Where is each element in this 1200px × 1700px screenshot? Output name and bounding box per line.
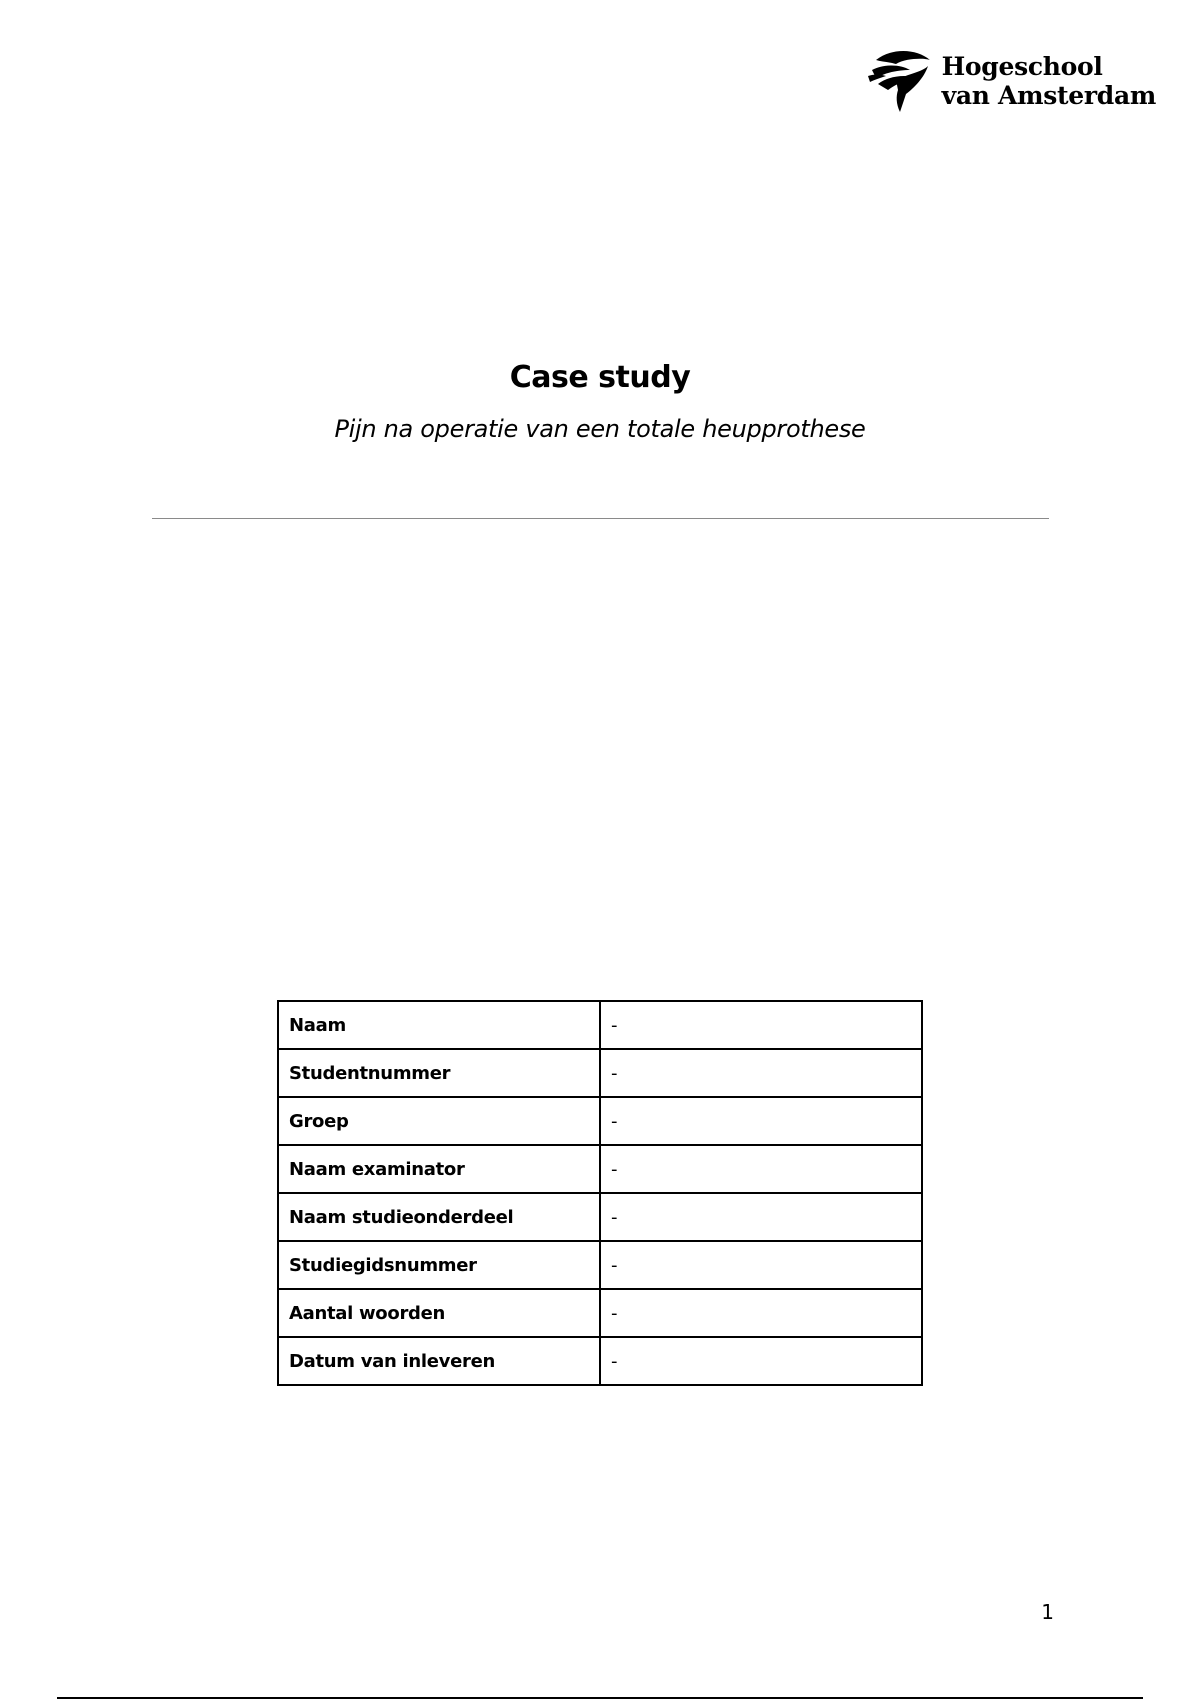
table-row — [278, 1001, 922, 1049]
document-title: Case study — [509, 360, 691, 395]
logo — [866, 50, 1156, 112]
row-value-groep: - — [600, 1097, 922, 1145]
row-label-datum-van-inleveren: Datum van inleveren — [278, 1337, 600, 1385]
row-value-studentnummer: - — [600, 1049, 922, 1097]
table-row — [278, 1289, 922, 1337]
row-label-studentnummer: Studentnummer — [278, 1049, 600, 1097]
row-label-studiegidsnummer: Studiegidsnummer — [278, 1241, 600, 1289]
document-subtitle: Pijn na operatie van een totale heupprothese — [334, 415, 866, 443]
logo-line-2: van Amsterdam — [941, 81, 1156, 110]
row-label-groep: Groep — [278, 1097, 600, 1145]
logo-line-1: Hogeschool — [941, 52, 1103, 81]
row-label-naam-studieonderdeel: Naam studieonderdeel — [278, 1193, 600, 1241]
row-value-naam: - — [600, 1001, 922, 1049]
table-row — [278, 1193, 922, 1241]
row-value-datum-van-inleveren: - — [600, 1337, 922, 1385]
table-row — [278, 1049, 922, 1097]
hva-logo-icon — [866, 50, 932, 112]
row-value-naam-examinator: - — [600, 1145, 922, 1193]
page-number: 1 — [1041, 1600, 1054, 1624]
row-value-naam-studieonderdeel: - — [600, 1193, 922, 1241]
logo-wordmark — [942, 52, 1156, 110]
title-divider — [152, 518, 1049, 519]
table-row — [278, 1145, 922, 1193]
row-label-naam-examinator: Naam examinator — [278, 1145, 600, 1193]
table-row — [278, 1337, 922, 1385]
table-row — [278, 1097, 922, 1145]
row-label-aantal-woorden: Aantal woorden — [278, 1289, 600, 1337]
row-value-studiegidsnummer: - — [600, 1241, 922, 1289]
student-info-table — [277, 1000, 923, 1386]
table-row — [278, 1241, 922, 1289]
row-value-aantal-woorden: - — [600, 1289, 922, 1337]
row-label-naam: Naam — [278, 1001, 600, 1049]
footer-rule — [57, 1697, 1143, 1699]
